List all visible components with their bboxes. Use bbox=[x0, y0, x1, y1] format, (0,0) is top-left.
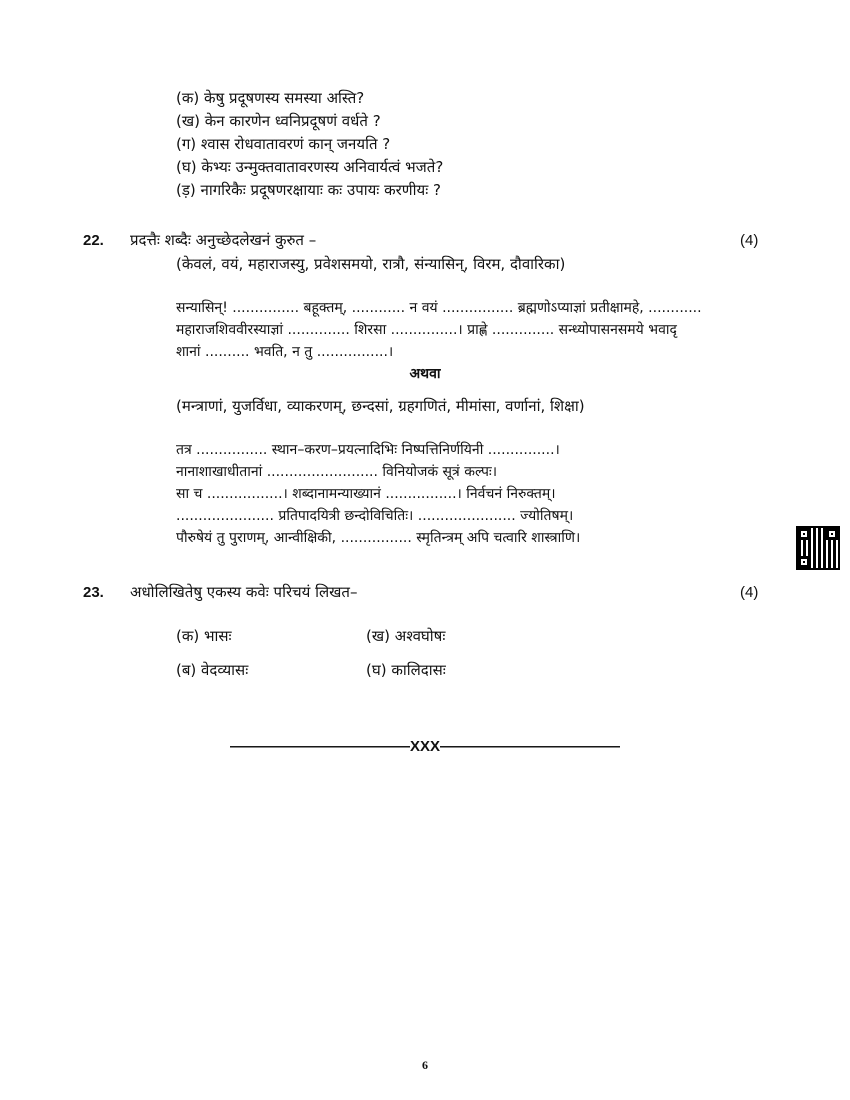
q22-number: 22. bbox=[83, 232, 104, 249]
q22-passage-b-line-4: ...................... प्रतिपादयित्री छन्दोविचितिः। ...................... ज्योतिषम्। bbox=[176, 508, 574, 524]
end-of-paper-marker: ————————————XXX———————————— bbox=[229, 738, 620, 755]
qr-code-icon bbox=[798, 528, 838, 568]
q22-passage-a-line-3: शानां .......... भवति, न तु ................। bbox=[176, 344, 394, 360]
q22-passage-b-line-1: तत्र ................ स्थान–करण–प्रयत्नादिभिः निष्पत्तिनिर्णयिनी ...............। bbox=[176, 442, 560, 458]
q23-option-kha: (ख) अश्वघोषः bbox=[366, 627, 446, 645]
q23-marks: (4) bbox=[740, 584, 759, 601]
q22-passage-b-line-3: सा च .................। शब्दानामन्याख्यानं ................। निर्वचनं निरुक्तम्। bbox=[176, 486, 556, 502]
q21-subpart-ga: (ग) श्वास रोधवातावरणं कान् जनयति ? bbox=[176, 135, 391, 153]
q23-number: 23. bbox=[83, 584, 104, 601]
q22-marks: (4) bbox=[740, 232, 759, 249]
q22-passage-b-line-2: नानाशाखाधीतानां ......................... विनियोजकं सूत्रं कल्पः। bbox=[176, 464, 498, 480]
q22-word-list-b: (मन्त्राणां, युजर्विधा, व्याकरणम्, छन्दसां, ग्रहगणितं, मीमांसा, वर्णानां, शिक्षा) bbox=[176, 397, 585, 415]
q23-option-ka: (क) भासः bbox=[176, 627, 232, 645]
q22-passage-a-line-2: महाराजशिववीरस्याज्ञां .............. शिरसा ...............। प्राह्णे .............. सन्ध्योपासनसमये भवादृ bbox=[176, 322, 677, 338]
q23-option-ba: (ब) वेदव्यासः bbox=[176, 661, 249, 679]
q22-passage-b-line-5: पौरुषेयं तु पुराणम्, आन्वीक्षिकी, ................ स्मृतिन्त्रम् अपि चत्वारि शास्त्राणि। bbox=[176, 530, 581, 546]
q21-subpart-gha: (घ) केभ्यः उन्मुक्तवातावरणस्य अनिवार्यत्वं भजते? bbox=[176, 158, 444, 176]
q23-option-gha: (घ) कालिदासः bbox=[366, 661, 446, 679]
page-number: 6 bbox=[422, 1058, 428, 1072]
q22-instruction: प्रदत्तैः शब्दैः अनुच्छेदलेखनं कुरुत – bbox=[130, 231, 317, 249]
q21-subpart-ka: (क) केषु प्रदूषणस्य समस्या अस्ति? bbox=[176, 89, 365, 107]
q21-subpart-da: (ड़) नागरिकैः प्रदूषणरक्षायाः कः उपायः करणीयः ? bbox=[176, 181, 441, 199]
q22-passage-a-line-1: सन्यासिन्! ............... बहूक्तम्, ............ न वयं ................ ब्रह्मणोऽप्याज्ञां प्रतीक्षामहे, ............ bbox=[176, 300, 702, 316]
q23-instruction: अधोलिखितेषु एकस्य कवेः परिचयं लिखत– bbox=[130, 583, 358, 601]
q22-word-list-a: (केवलं, वयं, महाराजस्यु, प्रवेशसमयो, रात्रौ, संन्यासिन्, विरम, दौवारिका) bbox=[176, 255, 566, 273]
q22-or-label: अथवा bbox=[409, 366, 441, 382]
q21-subpart-kha: (ख) केन कारणेन ध्वनिप्रदूषणं वर्धते ? bbox=[176, 112, 381, 130]
